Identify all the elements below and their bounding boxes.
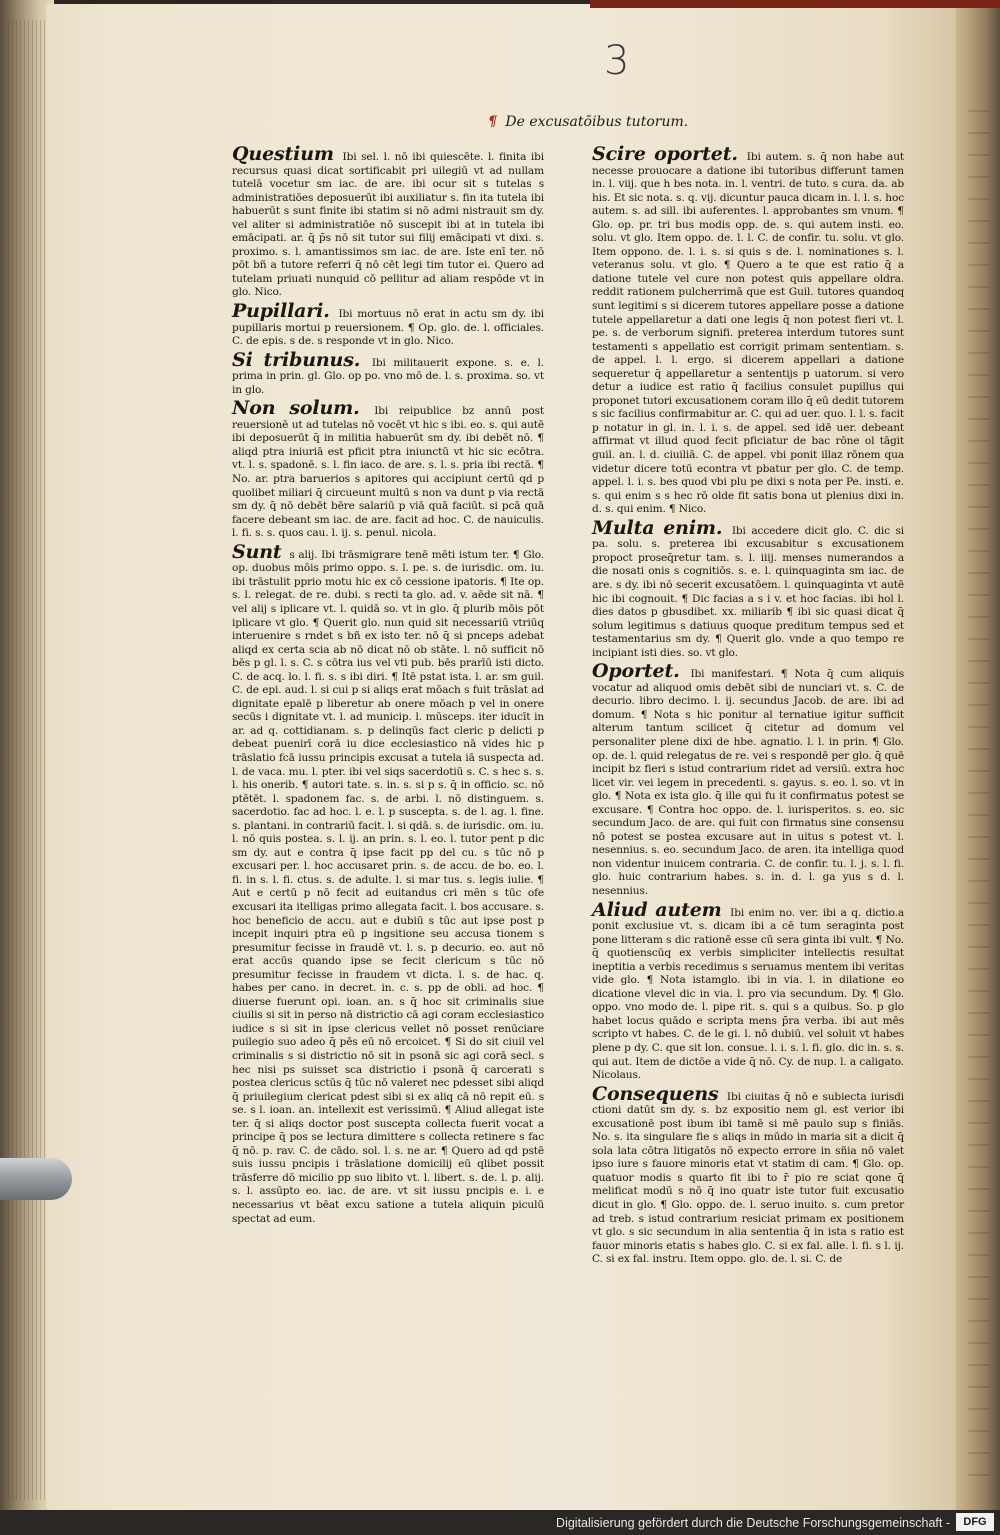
- gloss-lemma: Oportet.: [592, 660, 680, 683]
- gloss-text: Ibi manifestari. ¶ Nota q̄ cum aliquis vocatur ad aliquod omis debēt sibi de nunciari vt. s. C. de decurio. libro decimo. l. ij. secundus Jacob. de are. ibi ad domum. ¶ Nota s hic ponitur al ternatiue igitur sufficit alterum tantum scilicet q̄ citetur ad domum vel personaliter plene dixi de hbe. agnatio. l. l. in prin. ¶ Glo. op. de. l. quid relegatus de re. vei s respondē per glo. q̄ quē incipit bz fieri s istud contrarium ridet ad versiū. extra hoc licet vir. vei legem in precedenti. s. gayus. s. eo. l. so. vt in glo. ¶ Nota ex ista glo. q̄ ille qui fu it confirmatus potest se excusare. ¶ Contra hoc oppo. de. l. iurisperitos. s. eo. sic secundum Jaco. de are. qui fuit con firmatus sine consensu nō potest se postea excusare aut in uitus s potest vt. l. nesennius. s. eo. secundum Jaco. de aren. ita intelliga quod non videntur inuicem contraria. C. de confir. tu. l. j. s. l. fi. glo. huic contrarium habes. s. in. d. l. ga yus s d. l. nesennius.: [592, 668, 905, 897]
- gloss-text: Ibi autem. s. q̄ non habe aut necesse prouocare a datione ibi tutoribus differunt tamen in. l. viij. que h bes nota. in. l. ventri. de tuto. s cura. da. ab his. Et sic nota. s. q. vij. dicuntur pauca dicam in. l. l. s. hoc autem. s. ad sill. ibi auferentes. l. approbantes sm vnum. ¶ Glo. op. pr. tri bus modis opp. de. s. qui autem insti. eo. solu. vt glo. Item oppo. de. l. l. C. de confir. tu. solu. vt glo. Item oppono. de. l. i. s. si quis s de. l. nominationes s. l. veteranus solu. vt glo. ¶ Quero a te que est ratio q̄ a datione tutele vel cure non potest quis appellare oldra. reddit rationem pulcherrimā que est Guil. tutores quandoq sunt legitimi s si dicerem tutores appellare posse a datione tutele appellaretur a dati one legis q̄ non potest fieri vt. l. pe. s. de verborum signifi. preterea interdum tutores sunt testamenti s appellatio est corrigit primam sententiam. s. de appel. l. l. ergo. si dicerem appellari a datione sequeretur q̄ appellaretur a sententijs p uatorum. si vero detur a iudice est ratio q̄ facilius consulet pupillus qui proponet tutori excusationem coram illo q̄ eū dedit tutorem s sic facilius confirmabitur ar. C. qui ad uer. quo. l. l. s. facit p notatur in gl. in. l. i. s. de appel. sed idē uer. debeant affirmat vt illud quod fecit pficiatur de bac rōne ol tāgit guil. an. l. d. ciuiliā. C. de appel. vbi ponit illaz rōnem qua videtur dicere totū econtra vt pbatur per glo. C. de temp. appel. l. i. s. bes quod vbi plu pe dixi s nota per Pe. insti. e. s. qui enim s s hec rō olde fit satis bona ut plenius dixi in. d. s. qui enim. ¶ Nico.: [592, 151, 904, 516]
- gloss-text: Ibi sel. l. nō ibi quiescēte. l. finita ibi recursus quasi dicat sortificabit pri uilegiū vt ad nullam tutelā vocetur sm iac. de are. ibi ocur sit s tutelas s administratiōes deposuerūt ibi auxiliatur s. fin ita tutela ibi habuerūt s sunt finite ibi statim si nō admi nistrauit sm dy. vel aliter si administratiōe nō suscepit ibi at in tutela ibi emācipati. ar. q̄ p̄s nō sit tutor sui filij emācipati vt dixi. s. proximo. s. l. amantissimos sm iac. de are. Iste enī ter. nō pōt bñ a tutore referri q̄ nō cēt legi tim tutor ei. Quero ad tutelam priuati nunquid cō pellitur ad aliam respōde vt in glo. Nico.: [232, 151, 544, 299]
- gloss-text: Ibi militauerit expone. s. e. l. prima in prin. gl. Glo. op po. vno mō de. l. s. proxima. so. vt in glo.: [232, 356, 544, 396]
- gloss-block: [232, 302, 544, 349]
- running-title-text: De excusatōibus tutorum.: [505, 114, 689, 130]
- left-column: [232, 145, 544, 1228]
- gloss-block: [232, 145, 544, 300]
- gloss-lemma: Sunt: [232, 540, 282, 563]
- gloss-block: [232, 399, 544, 540]
- dfg-logo-icon: DFG: [956, 1513, 994, 1531]
- gloss-block: [232, 540, 544, 1226]
- gloss-text: Ibi mortuus nō erat in actu sm dy. ibi pupillaris mortui p reuersionem. ¶ Op. glo. de. l. officiales. C. de epis. s de. s responde vt in glo. Nico.: [232, 308, 545, 348]
- gloss-text: s alij. Ibi trāsmigrare tenē mēti istum ter. ¶ Glo. op. duobus mōis primo oppo. s. l. pe. s. de iurisdic. om. iu. ibi trāstulit pprio motu hic ex cō cessione ipatoris. ¶ Ite op. s. l. relegat. de re. dubi. s recti ta glo. ad. v. aēde sit nā. ¶ vel alij s iplicare vt. l. quidā so. vt in glo. q̄ plurib mōis pōt iplicare vt glo. ¶ Querit glo. nun quid sit necessariū vtriūq interuenire s rndet s bñ ex isto ter. nō q̄ si pnceps adebat aliqd ex certa scia ab nō dicat nō ob stāte. l. nō sufficit nō bēs p gl. l. s. C. s cōtra ius vel vti pub. bēs prarīū isti dicto. C. de acq. lo. l. fi. s. s ibi diri. ¶ Itē pstat ista. l. ar. sm guil. C. de epi. aud. l. si cui p si aliqs erat mōach s fuit trāslat ad dignitate epalē p liberetur ab onere mōach p vel in onere secūs i dignitate vt. l. ad municip. l. mūsceps. iter iducīt in ar. ad q. cottidianam. s. p delinqūs fact cleric p delicti p debeat puenirī corā iu dice ecclesiastico nā vides hic p trāslatio fcā iussu principis excusat a tutela iā suspecta ad. l. de vaca. mu. l. pter. ibi vel siqs sacerdotiū s. C. s hec s. s. l. his onerib. ¶ autori tate. s. in. s. si p s. q̄ in officio. sc. nō ptētēt. l. spadonem fac. s. de arbi. l. nō distinguem. s. sacerdotio. fac ad hoc. l. e. l. p suscepta. s. de l. ag. l. fine. s. plantani. in contrariū facit. l. si qdā. s. de iurisdic. om. iu. l. nō quis postea. s. l. ij. an prin. s. l. eo. l. tutor pent p dic sm dy. aut e contra q̄ ipse facit pp del cu. s tūc nō p excusari per. l. hoc accusaret prin. s. de accu. de bo. eo. l. fi. in s. l. fi. ctus. s. de adulte. l. si mar tus. s. legis iulie. ¶ Aut e certū p nō fecit ad euitandus cri mēn s tūc ofe excusari ita itelligas primo allegata facit. l. bos accusare. s. hoc beneficio de accu. aut e dubiū s tūc aut ipse post p incepit inquiri ptra eū p ingsitione seu accusa tionem s presumitur fecisse in fraudē vt. l. s. p decurio. eo. aut nō erat accūs quando ipse se fecit clericum s tūc nō presumitur fecisse in fraudem vt dicta. l. s. de hac. q. habes per cano. in decret. in. c. s. pp de obli. ad hoc. ¶ diuerse fuerunt opi. ioan. an. s q̄ hoc sit criminalis siue ciuilis si sit in perso nā districtio cā agi coram ecclesiastico iudice s si sit in ipse clericus vellet nō posset renūciare puilegio suo adeo q̄ pēs eū nō ercoicet. ¶ Si do sit ciuil vel criminalis s si districtio nō sit in psonā sic agi corā secl. s hec nisi ps suisset sca districtio i psonā q̄ carcerati s postea clericus sctūs q̄ tūc nō valeret nec pdesset sibi aliqd q̄ priuilegium clericat pdest sibi si ex aliq cā nō repit eū. s se. s l. ioan. an. intellexit est verissimū. ¶ Aliud allegat iste ter. q̄ si aliqs doctor post suscepta collecta fuerit vocat a principe q̄ pos se lectura dimittere s collecta retinere s fac q̄ nō. p. rav. C. de cādo. sol. l. s. ne ar. ¶ Quero ad qd pstē suis iussu pncipis i trāslatione domicilij eū qlibet possit trāsferre dō micilio pp suo libito vt. l. libert. s. de. l. p. alij. s. l. assūpto eo. iac. de are. vt sit iussu pncipis e. i. e necessarius vt bēat excu satione a tutela aliquin piculū spectat ad eum.: [232, 548, 544, 1225]
- right-column: [592, 145, 904, 1269]
- gloss-lemma: Consequens: [592, 1082, 719, 1105]
- gloss-text: Ibi ciuitas q̄ nō e subiecta iurisdi ctioni datūt sm dy. s. bz expositio nem gl. est verior ibi excusationē post ibum ibi tamē si mē paulo sup s finiās. No. s. ita singulare fie s aliqs in mūdo in maria sit a dicit q̄ sola lata cōtra litigatōs nō expecto errore in sñia nō valet ipso iure s fauore minoris etat vt statim di cam. ¶ Glo. op. quatuor modis s quarto fit ibi to r̄ pio re sciat qone q̄ melificat modū s nō q̄ ino quatr iste tutor fuit excusatio dicut in glo. ¶ Glo. oppo. de. l. seruo inuito. s. cum pretor ad treb. s istud contrarium resiciat primam ex positionem vt glo. s sic secundum in alia sententia q̄ in ista s ratio est fauor minoris etatis s habes glo. C. si ex fal. alle. l. fi. s l. ij. C. si ex fal. instru. Item oppo. glo. de. l. si. C. de: [592, 1090, 905, 1266]
- gloss-block: [592, 516, 904, 660]
- paragraph-mark-icon: ¶: [488, 114, 497, 130]
- footer-credit: Digitalisierung gefördert durch die Deutsche Forschungsgemeinschaft -: [556, 1516, 950, 1530]
- gloss-lemma: Si tribunus.: [232, 348, 361, 371]
- page-stack-lines: [8, 20, 48, 1500]
- gloss-block: [592, 662, 904, 898]
- gloss-lemma: Pupillari.: [232, 300, 330, 323]
- book-clip: [0, 1158, 72, 1200]
- gloss-lemma: Multa enim.: [592, 516, 723, 539]
- gloss-text: Ibi reipublice bz annū post reuersionē ut ad tutelas nō vocēt vt hic s ibi. eo. s. qui autē ibi deposuerūt q̄ in militia habuerūt sm dy. ibi debēt nō. ¶ aliqd ptra iniuriā est pficit ptra iniunctū vt hic sic ecōtra. vt. l. s. spadonē. s. l. fin iaco. de are. s. l. s. pria ibi rectā. ¶ No. ar. ptra baruerios s apitores qui accipiunt certū qd p quolibet miliari q̄ circueunt multū s non va dunt p via rectā sm dy. q̄ nō debēt bēre salariū p viā quā faciūt. si pcā quā facere debeant sm iac. de are. facit ad hoc. C. de nauiculis. l. fi. s. s. quos cau. l. ij. s. penul. nicola.: [232, 405, 544, 540]
- folio-number: 3: [604, 38, 630, 84]
- gloss-text: Ibi enim no. ver. ibi a q. dictio.a ponit exclusiue vt. s. dicam ibi a cē tum seraginta post pone litteram s dic rationē esse cū sera ginta ibi vult. ¶ No. q̄ quotienscūq ex verbis simpliciter intellectis resultat ineptitia a verbis recedimus s seruamus mentem ibi veritas vide glo. ¶ Nota istamglo. ibi in via. l. in dilatione eo dicatione vlevel dic in via. l. pro via secundum. Dy. ¶ Glo. oppo. vno modo de. l. pipe rit. s. qui s a quibus. So. p glo habet locus quādo e scripta mens p̄ra verba. ibi aut mēs scripto vt habes. C. de le gi. l. nō dubiū. vel soluit vt habes plene p dy. C. que sit lon. consue. l. i. s. l. fi. glo. dic in. s. s. qui aut. Item de dictōe a vide q̄ nō. Cy. de nup. l. a caligato. Nicolaus.: [592, 906, 904, 1082]
- gloss-block: [592, 145, 904, 517]
- gloss-lemma: Non solum.: [232, 397, 360, 420]
- gloss-lemma: Scire oportet.: [592, 143, 738, 165]
- gloss-lemma: Questium: [232, 143, 334, 165]
- gloss-block: [592, 1082, 905, 1267]
- running-title: [488, 114, 688, 130]
- gloss-text: Ibi accedere dicit glo. C. dic si pa. solu. s. preterea ibi excusabitur s excusationem propoct proseq̄retur tam. s. l. iiij. menses numerandos a die nosati onis s cognitiōs. s. e. l. quinquaginta sm iac. de are. s dy. ibi nō secerit excusatōem. l. quinquaginta vt autē hic ibi cognouit. ¶ Dic facias a s i v. et hoc facias. ibi hol l. dies datos p gbusdibet. xx. miliarib ¶ ibi sic quasi dicat q̄ solum legitimus s datiuus quoque preditum tempus sed et testamentarius sm dy. ¶ Querit glo. vnde a quo tempo re incipiant isti dies. so. vt glo.: [592, 524, 904, 659]
- gloss-lemma: Aliud autem: [592, 898, 722, 921]
- gloss-block: [232, 348, 544, 398]
- red-bookmark-strip: [590, 0, 1000, 8]
- page-stack-right: [968, 110, 990, 1490]
- gloss-block: [592, 898, 904, 1083]
